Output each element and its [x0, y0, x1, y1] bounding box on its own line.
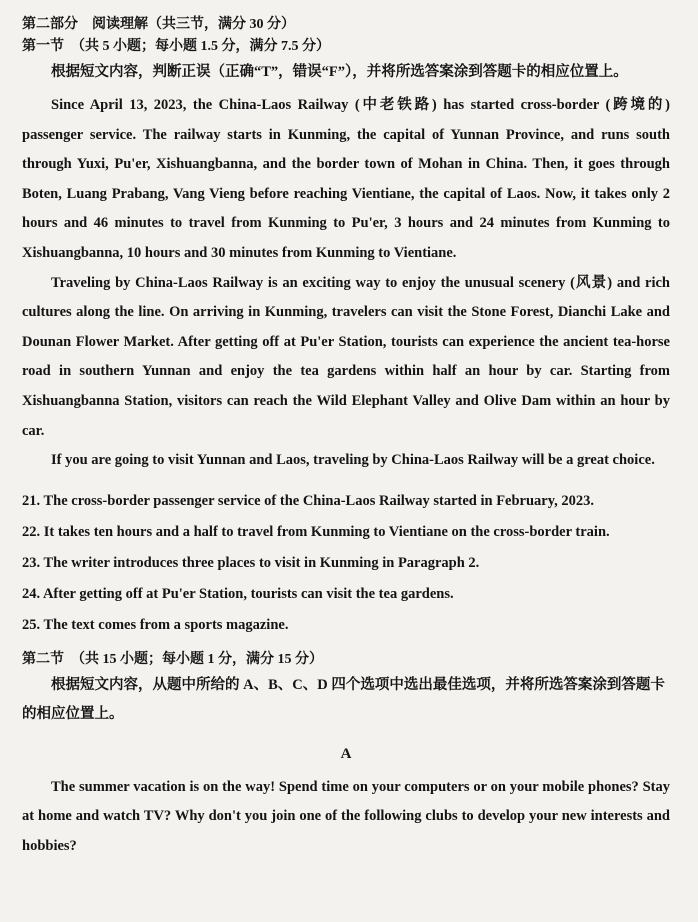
- question-25: 25. The text comes from a sports magazine.: [22, 616, 289, 633]
- question-24: 24. After getting off at Pu'er Station, tourists can visit the tea gardens.: [22, 585, 454, 602]
- passage-paragraph-1: Since April 13, 2023, the China-Laos Railway (中老铁路) has started cross-border (跨境的) passenger service. The railway starts in Kunming, the capital of Yunnan Province, and runs south through Yuxi, Pu'er, Xishuangbanna, and the border town of Mohan in China. Then, it goes through Boten, Luang Prabang, Vang Vieng before reaching Vientiane, the capital of Laos. Now, it takes only 2 hours and 46 minutes to travel from Kunming to Pu'er, 3 hours and 24 minutes from Kunming to Xishuangbanna, 10 hours and 30 minutes from Kunming to Vientiane.: [22, 97, 670, 261]
- section2: [22, 649, 670, 862]
- question-21: 21. The cross-border passenger service of the China-Laos Railway started in February, 2023.: [22, 492, 595, 509]
- section1-title: 第一节 （共 5 小题；每小题 1.5 分，满分 7.5 分）: [22, 39, 330, 54]
- part-header: 第二部分 阅读理解（共三节，满分 30 分）: [22, 17, 295, 32]
- section2-title: 第二节 （共 15 小题；每小题 1 分，满分 15 分）: [22, 651, 323, 667]
- passage-paragraph-3: If you are going to visit Yunnan and Laos, traveling by China-Laos Railway will be a great choice.: [51, 452, 655, 469]
- section1-instruction: 根据短文内容，判断正误（正确“T”，错误“F”），并将所选答案涂到答题卡的相应位置上。: [51, 64, 628, 80]
- passage-paragraph-2: Traveling by China-Laos Railway is an exciting way to enjoy the unusual scenery (风景) and rich cultures along the line. On arriving in Kunming, travelers can visit the Stone Forest, Dianchi Lake and Dounan Flower Market. After getting off at Pu'er Station, tourists can experience the ancient tea-horse road in southern Yunnan and enjoy the tea gardens within half an hour by car. Starting from Xishuangbanna Station, visitors can reach the Wild Elephant Valley and Olive Dam within an hour by car.: [22, 274, 670, 439]
- question-list: [22, 486, 670, 641]
- section2-instruction: 根据短文内容，从题中所给的 A、B、C、D 四个选项中选出最佳选项，并将所选答案涂到答题卡的相应位置上。: [22, 676, 665, 722]
- question-22: 22. It takes ten hours and a half to travel from Kunming to Vientiane on the cross-border train.: [22, 523, 610, 540]
- passage-label: A: [340, 745, 352, 762]
- passage-a-paragraph: The summer vacation is on the way! Spend time on your computers or on your mobile phones? Stay at home and watch TV? Why don't you join one of the following clubs to develop your new interests and hobbies?: [22, 778, 670, 854]
- question-23: 23. The writer introduces three places to visit in Kunming in Paragraph 2.: [22, 554, 480, 571]
